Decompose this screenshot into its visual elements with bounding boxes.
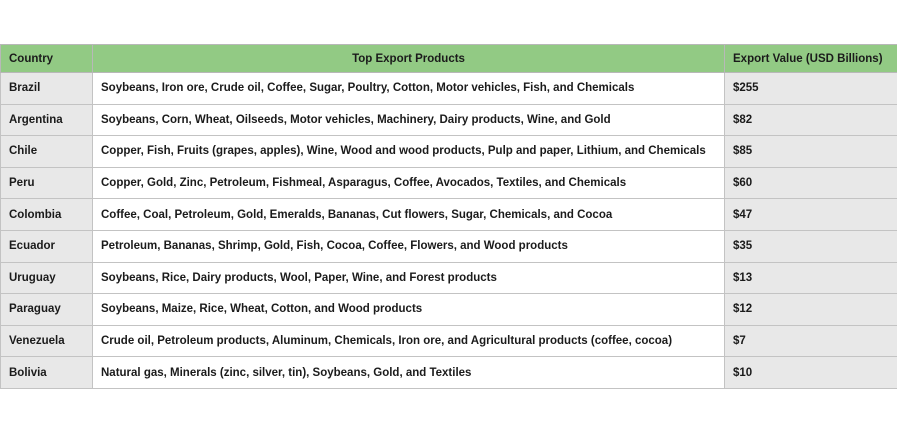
- table-body: [1, 73, 897, 389]
- cell-export-value: $12: [725, 294, 897, 326]
- export-products-table: [0, 44, 897, 389]
- cell-country: Argentina: [1, 104, 93, 136]
- cell-products: Petroleum, Bananas, Shrimp, Gold, Fish, Cocoa, Coffee, Flowers, and Wood products: [93, 230, 725, 262]
- table-row: [1, 230, 897, 262]
- table-row: [1, 73, 897, 105]
- cell-products: Soybeans, Rice, Dairy products, Wool, Paper, Wine, and Forest products: [93, 262, 725, 294]
- cell-products: Soybeans, Maize, Rice, Wheat, Cotton, and Wood products: [93, 294, 725, 326]
- cell-export-value: $13: [725, 262, 897, 294]
- cell-country: Venezuela: [1, 325, 93, 357]
- table-row: [1, 262, 897, 294]
- table-row: [1, 167, 897, 199]
- table-header: [1, 45, 897, 73]
- table-row: [1, 136, 897, 168]
- table-row: [1, 294, 897, 326]
- cell-country: Brazil: [1, 73, 93, 105]
- column-header-export-value: Export Value (USD Billions): [725, 45, 897, 73]
- cell-export-value: $60: [725, 167, 897, 199]
- cell-country: Paraguay: [1, 294, 93, 326]
- table-row: [1, 325, 897, 357]
- column-header-top-export-products: Top Export Products: [93, 45, 725, 73]
- column-header-country: Country: [1, 45, 93, 73]
- cell-country: Colombia: [1, 199, 93, 231]
- cell-products: Copper, Fish, Fruits (grapes, apples), Wine, Wood and wood products, Pulp and paper, Lithium, and Chemicals: [93, 136, 725, 168]
- cell-export-value: $47: [725, 199, 897, 231]
- table-row: [1, 357, 897, 389]
- cell-export-value: $7: [725, 325, 897, 357]
- cell-country: Peru: [1, 167, 93, 199]
- cell-export-value: $255: [725, 73, 897, 105]
- cell-country: Uruguay: [1, 262, 93, 294]
- cell-products: Soybeans, Iron ore, Crude oil, Coffee, Sugar, Poultry, Cotton, Motor vehicles, Fish, and Chemicals: [93, 73, 725, 105]
- cell-export-value: $35: [725, 230, 897, 262]
- cell-export-value: $10: [725, 357, 897, 389]
- table-row: [1, 199, 897, 231]
- table-header-row: [1, 45, 897, 73]
- cell-export-value: $85: [725, 136, 897, 168]
- cell-products: Coffee, Coal, Petroleum, Gold, Emeralds, Bananas, Cut flowers, Sugar, Chemicals, and Cocoa: [93, 199, 725, 231]
- cell-country: Bolivia: [1, 357, 93, 389]
- cell-export-value: $82: [725, 104, 897, 136]
- cell-products: Soybeans, Corn, Wheat, Oilseeds, Motor vehicles, Machinery, Dairy products, Wine, and Gold: [93, 104, 725, 136]
- cell-products: Natural gas, Minerals (zinc, silver, tin), Soybeans, Gold, and Textiles: [93, 357, 725, 389]
- cell-country: Chile: [1, 136, 93, 168]
- table-row: [1, 104, 897, 136]
- cell-products: Copper, Gold, Zinc, Petroleum, Fishmeal, Asparagus, Coffee, Avocados, Textiles, and Chemicals: [93, 167, 725, 199]
- cell-products: Crude oil, Petroleum products, Aluminum, Chemicals, Iron ore, and Agricultural products (coffee, cocoa): [93, 325, 725, 357]
- cell-country: Ecuador: [1, 230, 93, 262]
